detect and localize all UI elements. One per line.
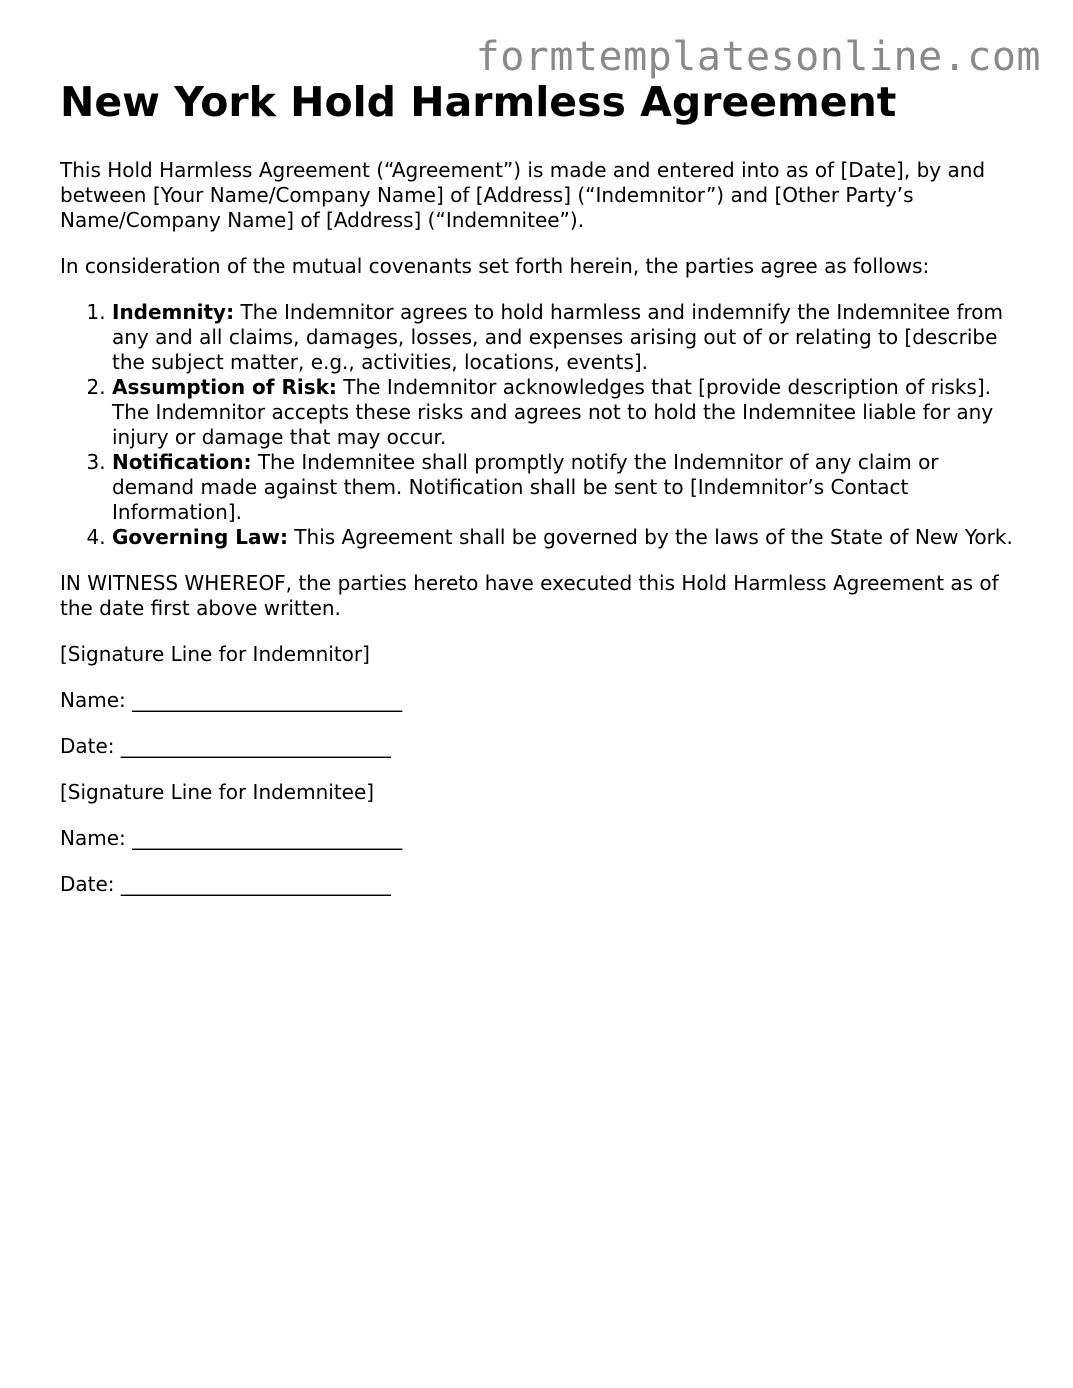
document-page <box>60 74 1020 918</box>
indemnitor-signature-label: [Signature Line for Indemnitor] <box>60 642 370 666</box>
clause-text: The Indemnitee shall promptly notify the Indemnitor of any claim or demand made against them. Notification shall be sent to [Indemnitor’s Contact Information]. <box>112 450 939 524</box>
clause-list <box>60 300 1020 550</box>
clause-assumption-of-risk <box>112 375 1020 450</box>
clause-text: The Indemnitor acknowledges that [provide description of risks]. The Indemnitor accepts these risks and agrees not to hold the Indemnitee liable for any injury or damage that may occur. <box>112 375 994 449</box>
consideration-paragraph: In consideration of the mutual covenants set forth herein, the parties agree as follows: <box>60 254 930 278</box>
watermark: formtemplatesonline.com <box>475 34 1041 80</box>
clause-heading: Notification: <box>112 450 252 474</box>
clause-notification <box>112 450 1020 525</box>
indemnitee-name-field: Name: ___________________________ <box>60 826 403 850</box>
clause-indemnity <box>112 300 1020 375</box>
clause-heading: Indemnity: <box>112 300 235 324</box>
indemnitee-date-field: Date: ___________________________ <box>60 872 391 896</box>
intro-paragraph: This Hold Harmless Agreement (“Agreement”) is made and entered into as of [Date], by and between [Your Name/Company Name] of [Address] (“Indemnitor”) and [Other Party’s Name/Company Name] of [Address] (“Indemnitee”). <box>60 158 986 232</box>
indemnitor-name-field: Name: ___________________________ <box>60 688 403 712</box>
indemnitee-signature-label: [Signature Line for Indemnitee] <box>60 780 375 804</box>
clause-heading: Assumption of Risk: <box>112 375 337 399</box>
clause-heading: Governing Law: <box>112 525 288 549</box>
clause-text: This Agreement shall be governed by the laws of the State of New York. <box>287 525 1013 549</box>
indemnitor-date-field: Date: ___________________________ <box>60 734 391 758</box>
witness-paragraph: IN WITNESS WHEREOF, the parties hereto have executed this Hold Harmless Agreement as of the date first above written. <box>60 571 999 620</box>
page-title: New York Hold Harmless Agreement <box>60 78 897 126</box>
clause-text: The Indemnitor agrees to hold harmless and indemnify the Indemnitee from any and all claims, damages, losses, and expenses arising out of or relating to [describe the subject matter, e.g., activities, locations, events]. <box>112 300 1004 374</box>
clause-governing-law <box>112 525 1020 550</box>
